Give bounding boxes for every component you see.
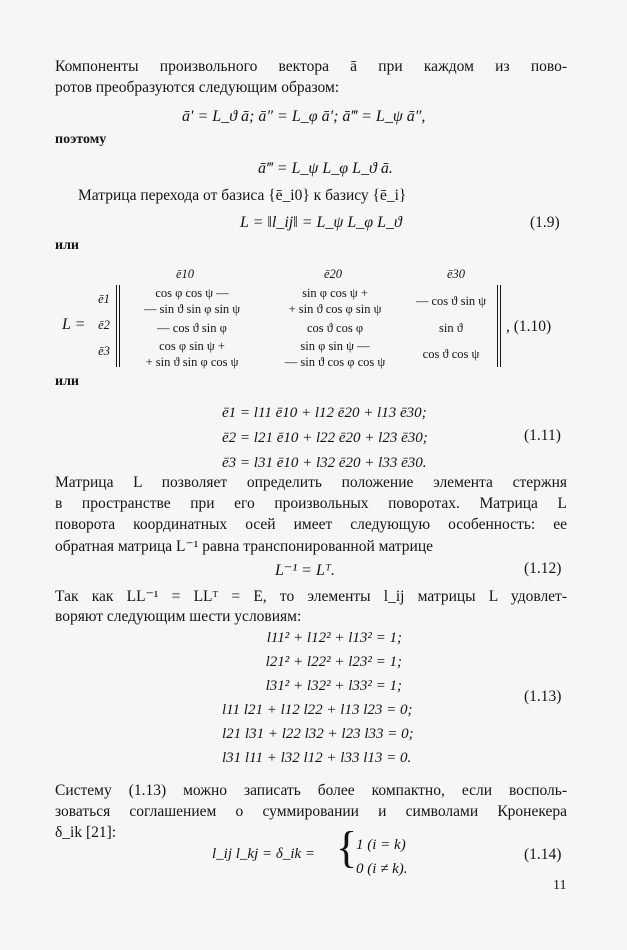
paragraph-5-line-3: δ_ik [21]: <box>55 824 117 841</box>
matrix-right-bar-1 <box>497 285 498 367</box>
paragraph-5-line-1: Систему (1.13) можно записать более компактно, если восполь- <box>55 782 567 799</box>
equation-1-13-row-5: l21 l31 + l22 l32 + l23 l33 = 0; <box>222 726 414 742</box>
matrix-cell-2-1: — cos ϑ sin φ <box>157 321 227 335</box>
matrix-cell-2-2: cos ϑ cos φ <box>306 321 364 335</box>
matrix-cell-3-2-b: — sin ϑ cos φ cos ψ <box>284 355 386 369</box>
equation-1-12-number: (1.12) <box>524 560 562 577</box>
equation-1-11 <box>222 401 428 476</box>
equation-1-10-number: , (1.10) <box>506 318 552 335</box>
word-therefore: поэтому <box>55 132 107 147</box>
paragraph-3-line-3: поворота координатных осей имеет следующую особенность: ее <box>55 516 567 533</box>
matrix-cell-3-1-b: + sin ϑ sin φ cos ψ <box>145 355 239 369</box>
equation-rotations: ā′ = L_ϑ ā; ā″ = L_φ ā′; ā‴ = L_ψ ā″, <box>182 108 426 125</box>
matrix-cell-1-1-b: — sin ϑ sin φ sin ψ <box>143 302 241 316</box>
equation-1-9-number: (1.9) <box>530 214 560 231</box>
column-head-e10: ē10 <box>175 267 195 281</box>
paragraph-3-line-2: в пространстве при его произвольных поворотах. Матрица L <box>55 495 567 512</box>
case-not-equal: 0 (i ≠ k). <box>356 861 408 877</box>
column-head-e20: ē20 <box>323 267 343 281</box>
cases-brace: { <box>336 823 358 872</box>
equation-1-12: L⁻¹ = Lᵀ. <box>275 562 336 579</box>
row-head-e1: ē1 <box>98 292 110 306</box>
word-or-1: или <box>55 238 79 253</box>
word-or-2: или <box>55 374 79 389</box>
paragraph-4-line-2: воряют следующим шести условиям: <box>55 608 302 625</box>
equation-composition: ā‴ = L_ψ L_φ L_ϑ ā. <box>258 160 393 177</box>
equation-1-11-row-2: ē2 = l21 ē10 + l22 ē20 + l23 ē30; <box>222 430 428 446</box>
equation-1-9: L = ‖l_ij‖ = L_ψ L_φ L_ϑ <box>240 214 402 231</box>
equation-1-14-cases <box>356 833 408 881</box>
matrix-left-bar-1 <box>116 285 117 367</box>
matrix-cell-3-2 <box>265 338 405 370</box>
equation-1-11-row-3: ē3 = l31 ē10 + l32 ē20 + l33 ē30. <box>222 455 427 471</box>
equation-1-13-row-2: l21² + l22² + l23² = 1; <box>265 654 402 670</box>
case-equal: 1 (i = k) <box>356 837 406 853</box>
equation-1-13-row-1: l11² + l12² + l13² = 1; <box>266 630 402 646</box>
page-number: 11 <box>553 878 567 893</box>
equation-1-13-row-6: l31 l11 + l32 l12 + l33 l13 = 0. <box>222 750 412 766</box>
equation-1-13-row-3: l31² + l32² + l33² = 1; <box>265 678 402 694</box>
equation-1-13-row-4: l11 l21 + l12 l22 + l13 l23 = 0; <box>222 702 413 718</box>
matrix-cell-1-2-a: sin φ cos ψ + <box>302 286 368 300</box>
equation-1-13 <box>222 626 414 770</box>
matrix-cell-1-1 <box>122 285 262 317</box>
paragraph-1-line-2: ротов преобразуются следующим образом: <box>55 79 340 96</box>
paragraph-2: Матрица перехода от базиса {ē_i0} к базису {ē_i} <box>78 187 407 204</box>
row-head-e3: ē3 <box>98 344 110 358</box>
matrix-cell-1-2 <box>265 285 405 317</box>
column-head-e30: ē30 <box>446 267 466 281</box>
matrix-lhs: L = <box>62 316 86 333</box>
matrix-cell-1-1-a: cos φ cos ψ — <box>155 286 229 300</box>
matrix-cell-3-2-a: sin φ sin ψ — <box>300 339 370 353</box>
paragraph-5-line-2: зоваться соглашением о суммировании и символами Кронекера <box>55 803 567 820</box>
matrix-cell-3-1-a: cos φ sin ψ + <box>159 339 225 353</box>
matrix-cell-3-3: cos ϑ cos ψ <box>422 347 480 361</box>
row-head-e2: ē2 <box>98 318 110 332</box>
matrix-cell-3-1 <box>122 338 262 370</box>
equation-1-13-number: (1.13) <box>524 688 562 705</box>
matrix-cell-1-2-b: + sin ϑ cos φ sin ψ <box>288 302 382 316</box>
matrix-cell-2-3: sin ϑ <box>439 321 463 335</box>
paragraph-3-line-1: Матрица L позволяет определить положение элемента стержня <box>55 474 567 491</box>
equation-1-11-number: (1.11) <box>524 427 561 444</box>
equation-1-14-lhs: l_ij l_kj = δ_ik = <box>212 846 316 862</box>
paragraph-4-line-1: Так как LL⁻¹ = LLᵀ = E, то элементы l_ij матрицы L удовлет- <box>55 588 567 605</box>
paragraph-1-line-1: Компоненты произвольного вектора ā при каждом из пово- <box>55 58 567 75</box>
matrix-cell-1-3: — cos ϑ sin ψ <box>415 294 487 308</box>
equation-1-14-number: (1.14) <box>524 846 562 863</box>
equation-1-11-row-1: ē1 = l11 ē10 + l12 ē20 + l13 ē30; <box>222 405 427 421</box>
matrix-left-bar-2 <box>119 285 120 367</box>
paragraph-3-line-4: обратная матрица L⁻¹ равна транспонированной матрице <box>55 538 433 555</box>
matrix-right-bar-2 <box>500 285 501 367</box>
